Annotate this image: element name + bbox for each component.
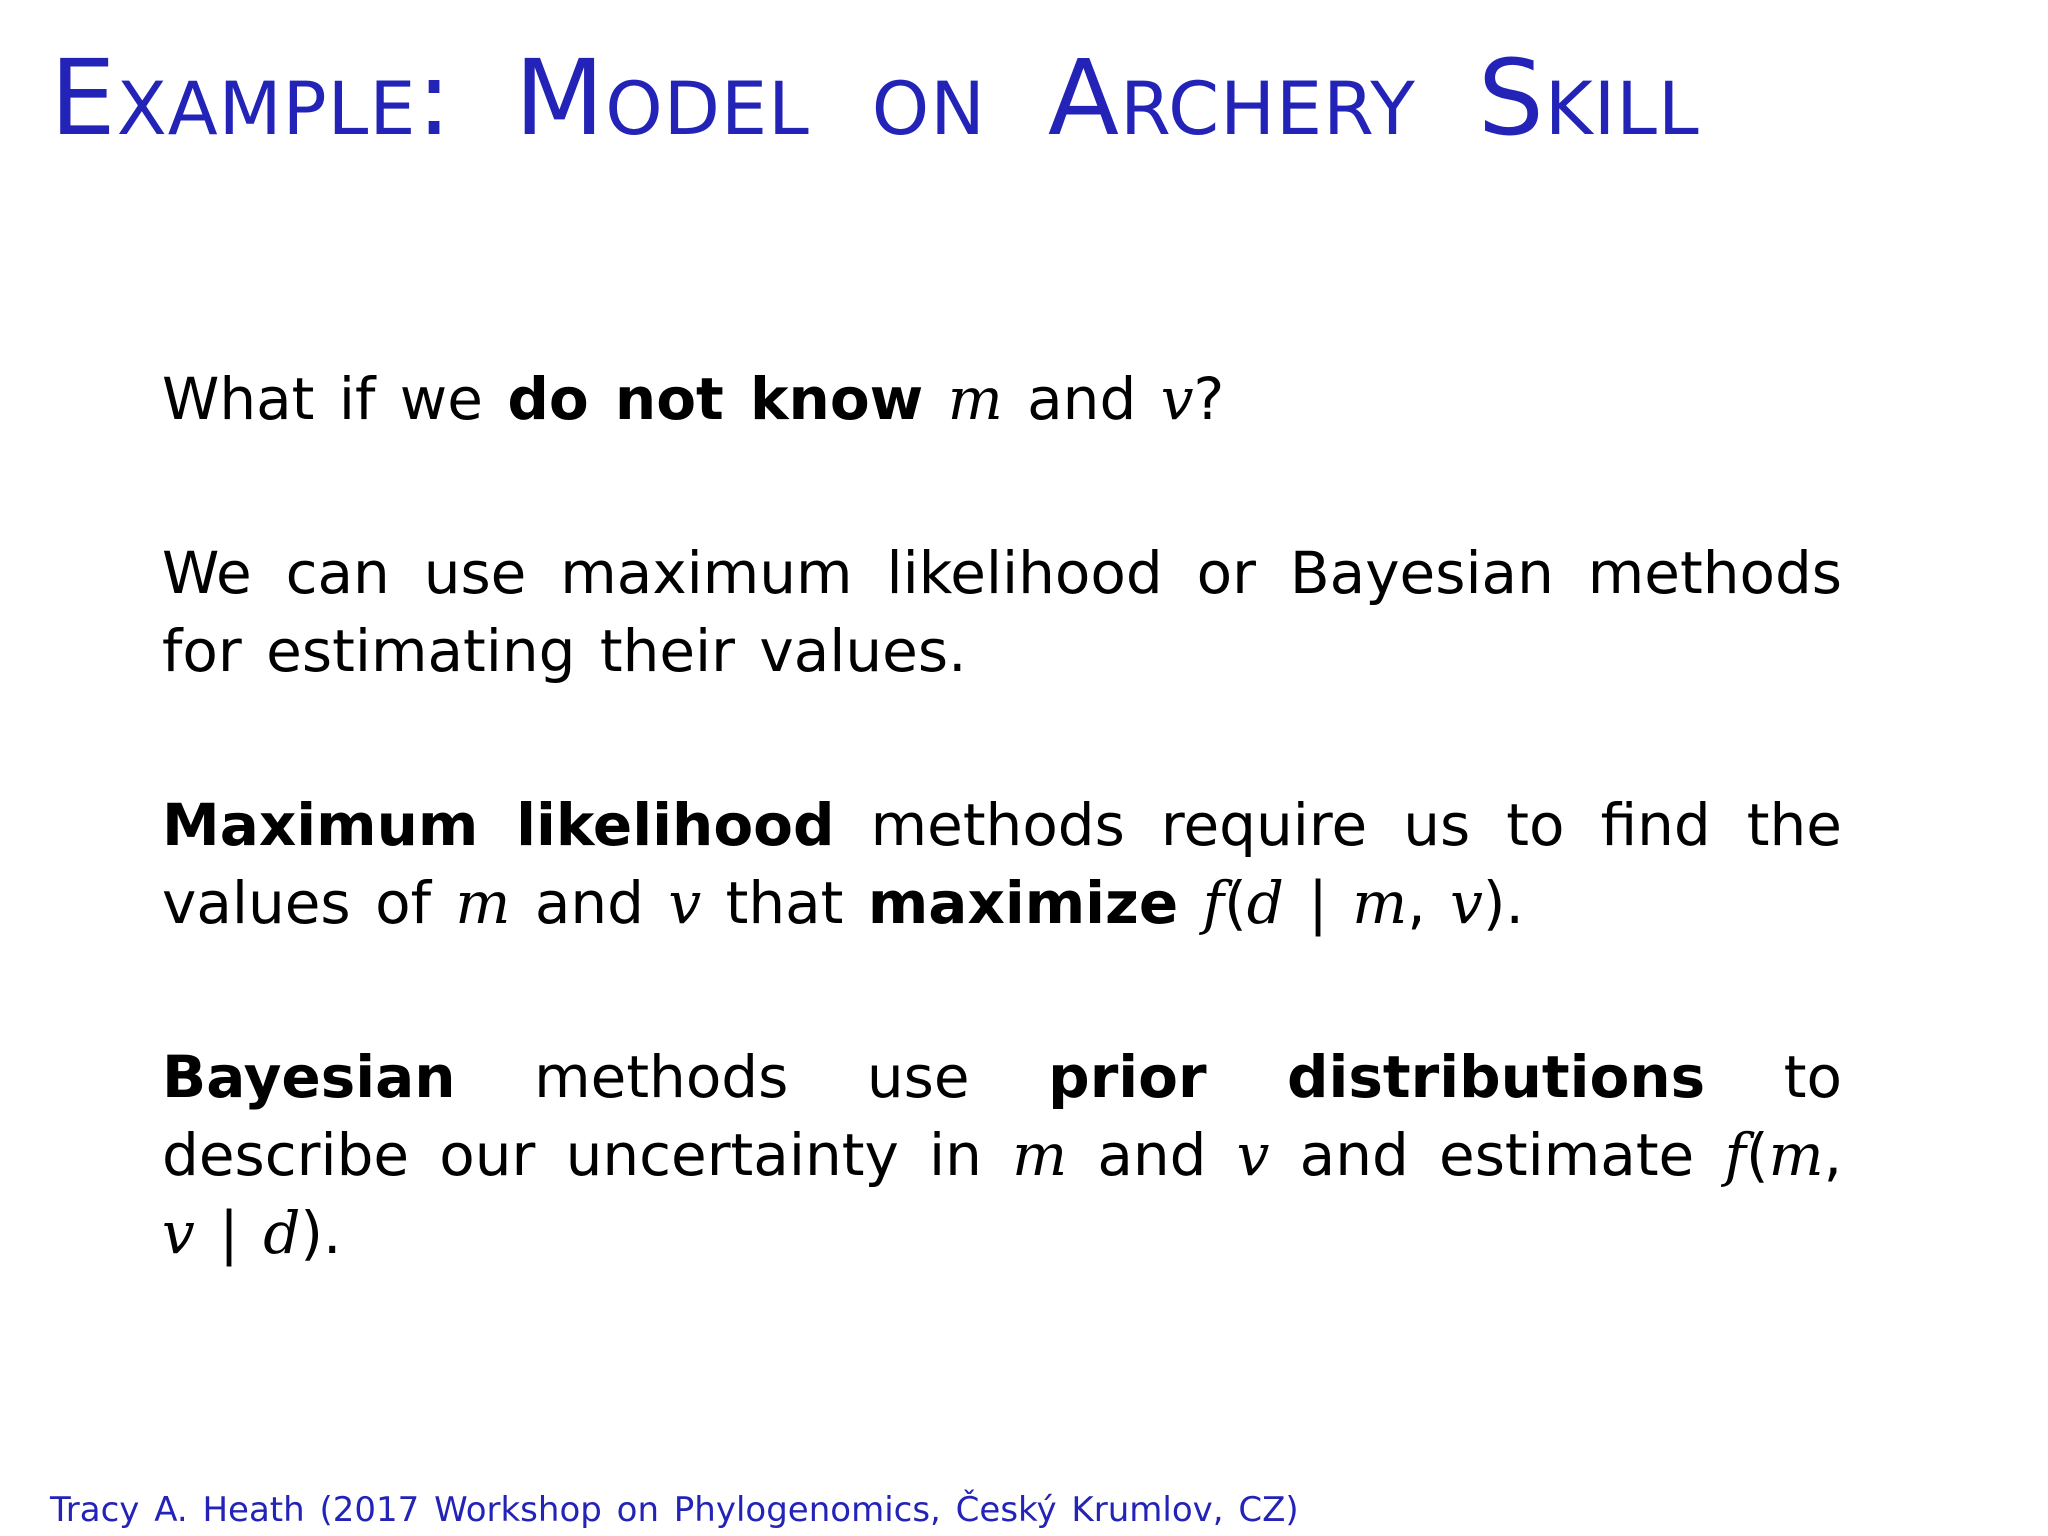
body-text bbox=[1178, 869, 1202, 937]
math-symbol: m bbox=[947, 365, 1003, 433]
body-text: that bbox=[701, 869, 868, 937]
body-text: methods require us to find the values of bbox=[162, 791, 1842, 937]
body-text: | bbox=[1283, 869, 1353, 937]
math-symbol: d bbox=[263, 1199, 301, 1267]
body-text: to describe our uncertainty in bbox=[162, 1043, 1842, 1189]
math-symbol: m bbox=[455, 869, 511, 937]
emphasis-text: Maximum likelihood bbox=[162, 791, 835, 859]
body-text: | bbox=[194, 1199, 264, 1267]
body-text: and estimate bbox=[1269, 1121, 1725, 1189]
math-symbol: m bbox=[1768, 1121, 1824, 1189]
slide-footer: Tracy A. Heath (2017 Workshop on Phylogenomics, Český Krumlov, CZ) bbox=[50, 1490, 1299, 1530]
body-text: and bbox=[1067, 1121, 1237, 1189]
body-text: methods use bbox=[455, 1043, 1049, 1111]
math-symbol: m bbox=[1012, 1121, 1068, 1189]
emphasis-text: do not know bbox=[507, 365, 924, 433]
math-symbol: v bbox=[162, 1199, 195, 1267]
paragraph-unknown-parameters bbox=[162, 360, 1842, 438]
body-text: We can use maximum likelihood or Bayesian methods for estimating their values. bbox=[162, 539, 1842, 685]
body-text: ? bbox=[1193, 365, 1225, 433]
body-text: ). bbox=[1482, 869, 1524, 937]
emphasis-text: maximize bbox=[867, 869, 1179, 937]
body-text: , bbox=[1823, 1121, 1843, 1189]
math-symbol: v bbox=[668, 869, 702, 937]
body-text: What if we bbox=[162, 365, 508, 433]
math-symbol: v bbox=[1450, 869, 1483, 937]
emphasis-text: Bayesian bbox=[162, 1043, 456, 1111]
slide-title: Example: Model on Archery Skill bbox=[50, 37, 1700, 159]
math-symbol: v bbox=[1236, 1121, 1270, 1189]
body-text: and bbox=[510, 869, 669, 937]
math-symbol: v bbox=[1160, 365, 1194, 433]
math-symbol: f bbox=[1724, 1121, 1746, 1189]
math-symbol: f bbox=[1202, 869, 1225, 937]
body-text: and bbox=[1002, 365, 1161, 433]
math-symbol: m bbox=[1352, 869, 1408, 937]
body-text: ( bbox=[1745, 1121, 1769, 1189]
paragraph-maximum-likelihood bbox=[162, 786, 1842, 942]
body-text: ( bbox=[1224, 869, 1247, 937]
emphasis-text: prior distributions bbox=[1048, 1043, 1706, 1111]
body-text bbox=[923, 365, 947, 433]
body-text: , bbox=[1407, 869, 1451, 937]
paragraph-bayesian bbox=[162, 1038, 1842, 1272]
paragraph-estimation-methods bbox=[162, 534, 1842, 690]
body-text: ). bbox=[300, 1199, 342, 1267]
math-symbol: d bbox=[1246, 869, 1284, 937]
slide-body bbox=[162, 360, 1842, 1368]
